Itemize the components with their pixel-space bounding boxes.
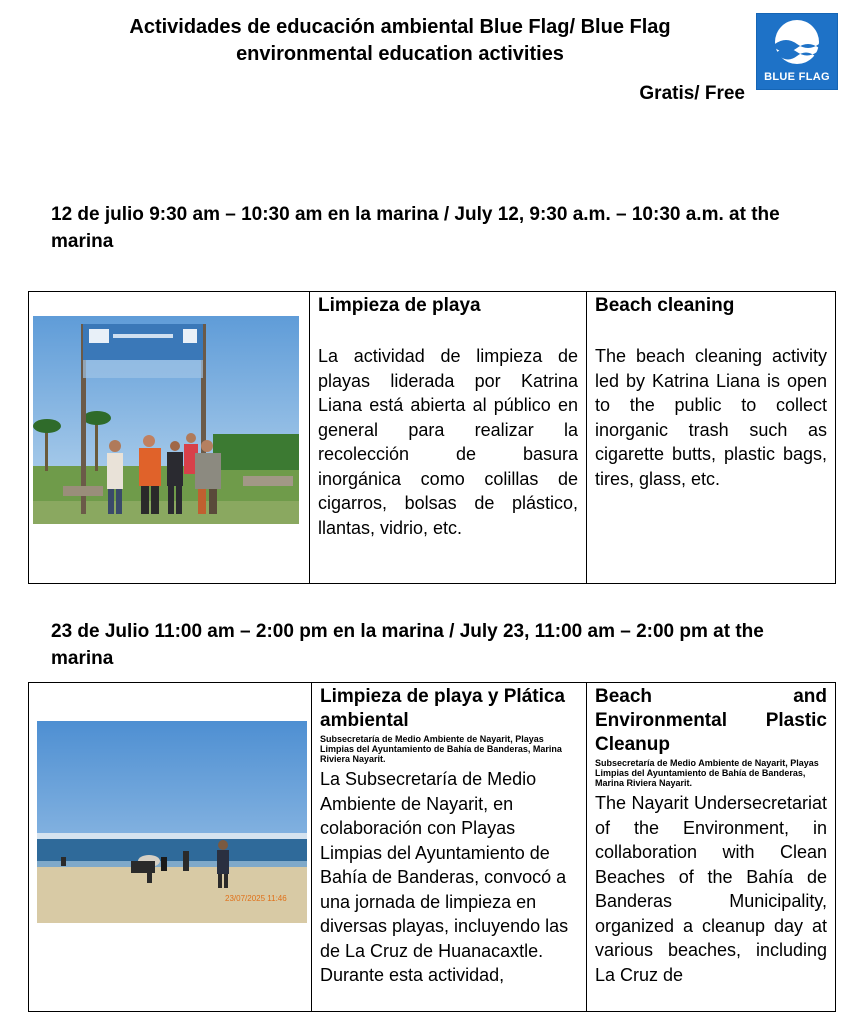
- event-title-es: Limpieza de playa y Plática ambiental: [320, 686, 565, 731]
- event-description-en: The Nayarit Undersecretariat of the Environment, in collaboration with Clean Beaches of the Bahía de Banderas Municipality, organized a cleanup day at various beaches, including La Cruz de: [595, 793, 827, 985]
- event-description-en: The beach cleaning activity led by Katrina Liana is open to the public to collect inorganic trash such as cigarette butts, plastic bags, tires, glass, etc.: [595, 346, 827, 489]
- blue-flag-logo: [756, 13, 838, 90]
- event-credits-en: Subsecretaría de Medio Ambiente de Nayarit, Playas Limpias del Ayuntamiento de Bahía de Banderas, Marina Riviera Nayarit.: [595, 758, 819, 788]
- blue-flag-wave-icon: [757, 14, 837, 74]
- event-title-es: Limpieza de playa: [318, 295, 481, 316]
- event-es-cell: [310, 292, 587, 584]
- event-date-heading: 12 de julio 9:30 am – 10:30 am en la marina / July 12, 9:30 a.m. – 10:30 a.m. at the marina: [51, 204, 780, 252]
- event-title-en: Beach cleaning: [595, 295, 735, 316]
- event-table: [28, 682, 836, 1012]
- event-date-heading: 23 de Julio 11:00 am – 2:00 pm en la marina / July 23, 11:00 am – 2:00 pm at the marina: [51, 621, 764, 669]
- logo-label: BLUE FLAG: [764, 71, 830, 83]
- photo-timestamp: 23/07/2025 11:46: [225, 894, 287, 903]
- event-table: [28, 291, 836, 584]
- group-photo-beach-sign: [33, 316, 299, 524]
- price-label: Gratis/ Free: [639, 83, 745, 104]
- event-photo-cell: [29, 683, 312, 1012]
- event-title-en: Beach and Environmental Plastic Cleanup: [595, 686, 827, 755]
- beach-cleanup-photo: [37, 721, 307, 923]
- event-photo-cell: [29, 292, 310, 584]
- event-description-es: La actividad de limpieza de playas liderada por Katrina Liana está abierta al público en general para realizar la recolección de basura inorgánica como colillas de cigarros, bolsas de plástico, llantas, vidrio, etc.: [318, 346, 578, 538]
- event-es-cell: [312, 683, 587, 1012]
- event-en-cell: [587, 683, 836, 1012]
- event-description-es: La Subsecretaría de Medio Ambiente de Nayarit, en colaboración con Playas Limpias del Ayuntamiento de Bahía de Banderas, convocó a una jornada de limpieza en diversas playas, incluyendo las de La Cruz de Huanacaxtle. Durante esta actividad,: [320, 769, 569, 985]
- event-en-cell: [587, 292, 836, 584]
- page-title: Actividades de educación ambiental Blue Flag/ Blue Flag environmental education activities: [129, 16, 671, 65]
- event-credits-es: Subsecretaría de Medio Ambiente de Nayarit, Playas Limpias del Ayuntamiento de Bahía de Banderas, Marina Riviera Nayarit.: [320, 734, 562, 764]
